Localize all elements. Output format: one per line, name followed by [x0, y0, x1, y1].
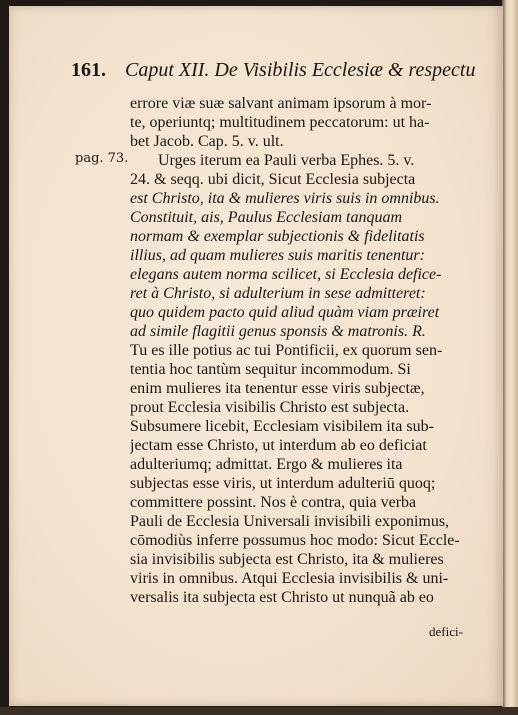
text-line: Tu es ille potius ac tui Pontificii, ex quorum sen- — [130, 342, 443, 359]
text-line: normam & exemplar subjectionis & fidelitatis — [130, 228, 425, 245]
text-line: committere possint. Nos è contra, quia verba — [130, 494, 417, 511]
body-text — [130, 94, 486, 607]
text-line: prout Ecclesia visibilis Christo est subjecta. — [130, 399, 410, 416]
text-line: 24. & seqq. ubi dicit, Sicut Ecclesia subjecta — [130, 171, 416, 188]
text-line: quo quidem pacto quid aliud quàm viam præiret — [130, 304, 440, 321]
book-bottom-edge — [0, 707, 518, 715]
page-number: 161. — [71, 59, 106, 81]
text-line: adulteriumq; admittat. Ergo & mulieres ita — [130, 456, 403, 473]
text-line: te, operiuntq; multitudinem peccatorum: ut ha- — [130, 114, 430, 131]
margin-reference: pag. 73. — [75, 151, 129, 166]
text-line: illius, ad quam mulieres suis maritis tenentur: — [130, 247, 425, 264]
text-line: sia invisibilis subjecta est Christo, ita & mulieres — [130, 551, 444, 568]
text-line: jectam esse Christo, ut interdum ab eo deficiat — [130, 437, 427, 454]
text-line: viris in omnibus. Atqui Ecclesia invisibilis & uni- — [130, 570, 449, 587]
text-line: elegans autem norma scilicet, si Ecclesia defice- — [130, 266, 442, 283]
running-title: Caput XII. De Visibilis Ecclesiæ & respectu — [125, 59, 476, 81]
text-line: Subsumere licebit, Ecclesiam visibilem ita sub- — [130, 418, 434, 435]
text-line: est Christo, ita & mulieres viris suis in omnibus. — [130, 190, 440, 207]
text-line: ret à Christo, si adulterium in sese admitteret: — [130, 285, 426, 302]
catchword: defici- — [429, 624, 463, 639]
text-line: Constituit, ais, Paulus Ecclesiam tanquam — [130, 209, 402, 226]
text-line: versalis ita subjecta est Christo ut nunquã ab eo — [130, 589, 434, 606]
page-header — [71, 56, 491, 84]
page-sheet — [9, 6, 503, 706]
text-line: cōmodiùs inferre possumus hoc modo: Sicut Eccle- — [130, 532, 460, 549]
text-line: Pauli de Ecclesia Universali invisibili exponimus, — [130, 513, 450, 530]
text-line: enim mulieres ita tenentur esse viris subjectæ, — [130, 380, 425, 397]
text-line: tentia hoc tantùm sequitur incommodum. Si — [130, 361, 411, 378]
text-line: ad simile flagitii genus sponsis & matronis. R. — [130, 323, 426, 340]
book-edge — [502, 0, 518, 715]
text-line: bet Jacob. Cap. 5. v. ult. — [130, 133, 284, 150]
text-line: errore viæ suæ salvant animam ipsorum à mor- — [130, 95, 432, 112]
text-line: subjectas esse viris, ut interdum adulteriū quoq; — [130, 475, 436, 492]
text-line: Urges iterum ea Pauli verba Ephes. 5. v. — [158, 152, 415, 169]
